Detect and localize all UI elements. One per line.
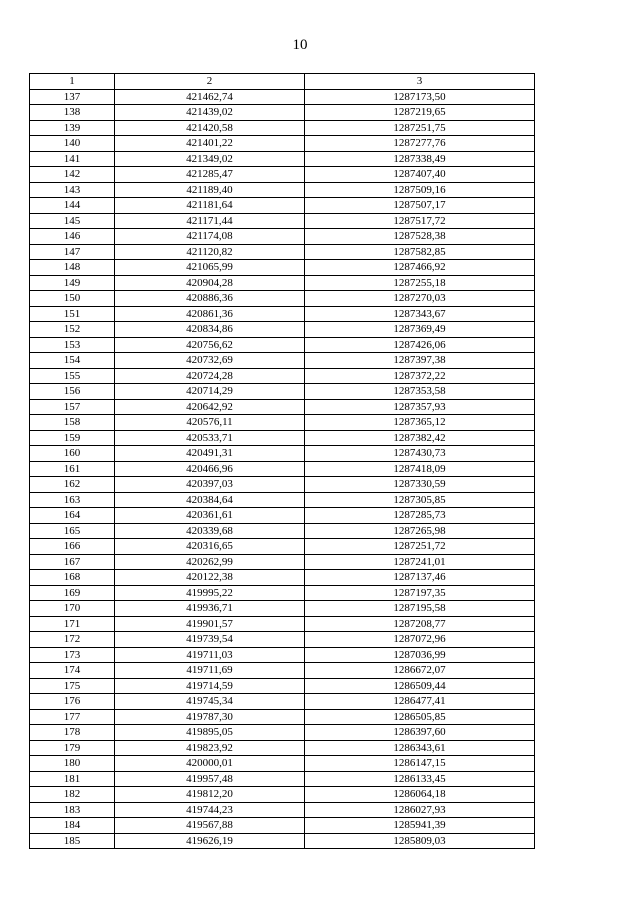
table-row <box>30 461 535 477</box>
table-row <box>30 120 535 136</box>
point-number-cell: 179 <box>30 740 115 756</box>
point-number-cell: 174 <box>30 663 115 679</box>
table-row <box>30 136 535 152</box>
y-coordinate-cell: 1287357,93 <box>305 399 535 415</box>
y-coordinate-cell: 1287072,96 <box>305 632 535 648</box>
x-coordinate-cell: 419995,22 <box>115 585 305 601</box>
x-coordinate-cell: 420576,11 <box>115 415 305 431</box>
point-number-cell: 167 <box>30 554 115 570</box>
table-body <box>30 89 535 849</box>
table-row <box>30 802 535 818</box>
y-coordinate-cell: 1287365,12 <box>305 415 535 431</box>
table-row <box>30 523 535 539</box>
point-number-cell: 154 <box>30 353 115 369</box>
column-header-x: 2 <box>115 74 305 90</box>
y-coordinate-cell: 1287270,03 <box>305 291 535 307</box>
table-row <box>30 446 535 462</box>
point-number-cell: 168 <box>30 570 115 586</box>
x-coordinate-cell: 419567,88 <box>115 818 305 834</box>
x-coordinate-cell: 420397,03 <box>115 477 305 493</box>
point-number-cell: 176 <box>30 694 115 710</box>
table-row <box>30 570 535 586</box>
point-number-cell: 150 <box>30 291 115 307</box>
point-number-cell: 159 <box>30 430 115 446</box>
table-row <box>30 601 535 617</box>
table-row <box>30 384 535 400</box>
table-row <box>30 616 535 632</box>
x-coordinate-cell: 421401,22 <box>115 136 305 152</box>
y-coordinate-cell: 1287251,72 <box>305 539 535 555</box>
point-number-cell: 171 <box>30 616 115 632</box>
point-number-cell: 170 <box>30 601 115 617</box>
y-coordinate-cell: 1287173,50 <box>305 89 535 105</box>
table-row <box>30 337 535 353</box>
table-row <box>30 244 535 260</box>
point-number-cell: 160 <box>30 446 115 462</box>
y-coordinate-cell: 1285809,03 <box>305 833 535 849</box>
y-coordinate-cell: 1287036,99 <box>305 647 535 663</box>
table-row <box>30 229 535 245</box>
x-coordinate-cell: 420339,68 <box>115 523 305 539</box>
table-row <box>30 430 535 446</box>
point-number-cell: 153 <box>30 337 115 353</box>
point-number-cell: 166 <box>30 539 115 555</box>
table-row <box>30 182 535 198</box>
table-row <box>30 415 535 431</box>
y-coordinate-cell: 1287407,40 <box>305 167 535 183</box>
point-number-cell: 141 <box>30 151 115 167</box>
y-coordinate-cell: 1287430,73 <box>305 446 535 462</box>
table-row <box>30 678 535 694</box>
y-coordinate-cell: 1286505,85 <box>305 709 535 725</box>
y-coordinate-cell: 1285941,39 <box>305 818 535 834</box>
y-coordinate-cell: 1287265,98 <box>305 523 535 539</box>
table-row <box>30 306 535 322</box>
point-number-cell: 146 <box>30 229 115 245</box>
y-coordinate-cell: 1287509,16 <box>305 182 535 198</box>
y-coordinate-cell: 1287241,01 <box>305 554 535 570</box>
table-row <box>30 632 535 648</box>
y-coordinate-cell: 1286397,60 <box>305 725 535 741</box>
y-coordinate-cell: 1287343,67 <box>305 306 535 322</box>
x-coordinate-cell: 419739,54 <box>115 632 305 648</box>
x-coordinate-cell: 421439,02 <box>115 105 305 121</box>
point-number-cell: 173 <box>30 647 115 663</box>
y-coordinate-cell: 1287582,85 <box>305 244 535 260</box>
y-coordinate-cell: 1287418,09 <box>305 461 535 477</box>
x-coordinate-cell: 421171,44 <box>115 213 305 229</box>
point-number-cell: 151 <box>30 306 115 322</box>
y-coordinate-cell: 1287197,35 <box>305 585 535 601</box>
y-coordinate-cell: 1287517,72 <box>305 213 535 229</box>
x-coordinate-cell: 419711,03 <box>115 647 305 663</box>
point-number-cell: 162 <box>30 477 115 493</box>
x-coordinate-cell: 419714,59 <box>115 678 305 694</box>
table-row <box>30 585 535 601</box>
point-number-cell: 177 <box>30 709 115 725</box>
x-coordinate-cell: 420732,69 <box>115 353 305 369</box>
x-coordinate-cell: 420756,62 <box>115 337 305 353</box>
table-row <box>30 105 535 121</box>
table-row <box>30 275 535 291</box>
table-row <box>30 213 535 229</box>
y-coordinate-cell: 1287426,06 <box>305 337 535 353</box>
x-coordinate-cell: 419823,92 <box>115 740 305 756</box>
x-coordinate-cell: 421189,40 <box>115 182 305 198</box>
y-coordinate-cell: 1287277,76 <box>305 136 535 152</box>
column-header-point-number: 1 <box>30 74 115 90</box>
table-row <box>30 508 535 524</box>
x-coordinate-cell: 420642,92 <box>115 399 305 415</box>
point-number-cell: 175 <box>30 678 115 694</box>
table-row <box>30 787 535 803</box>
x-coordinate-cell: 420491,31 <box>115 446 305 462</box>
page-number: 10 <box>292 37 308 53</box>
table-row <box>30 539 535 555</box>
table-row <box>30 554 535 570</box>
y-coordinate-cell: 1287330,59 <box>305 477 535 493</box>
x-coordinate-cell: 419711,69 <box>115 663 305 679</box>
y-coordinate-cell: 1287195,58 <box>305 601 535 617</box>
x-coordinate-cell: 419901,57 <box>115 616 305 632</box>
y-coordinate-cell: 1286064,18 <box>305 787 535 803</box>
y-coordinate-cell: 1287305,85 <box>305 492 535 508</box>
x-coordinate-cell: 420122,38 <box>115 570 305 586</box>
x-coordinate-cell: 419812,20 <box>115 787 305 803</box>
x-coordinate-cell: 420262,99 <box>115 554 305 570</box>
point-number-cell: 140 <box>30 136 115 152</box>
y-coordinate-cell: 1287208,77 <box>305 616 535 632</box>
x-coordinate-cell: 420361,61 <box>115 508 305 524</box>
point-number-cell: 182 <box>30 787 115 803</box>
table-row <box>30 709 535 725</box>
x-coordinate-cell: 420861,36 <box>115 306 305 322</box>
point-number-cell: 147 <box>30 244 115 260</box>
x-coordinate-cell: 420886,36 <box>115 291 305 307</box>
y-coordinate-cell: 1287255,18 <box>305 275 535 291</box>
y-coordinate-cell: 1286027,93 <box>305 802 535 818</box>
x-coordinate-cell: 421181,64 <box>115 198 305 214</box>
table-row <box>30 399 535 415</box>
y-coordinate-cell: 1287285,73 <box>305 508 535 524</box>
x-coordinate-cell: 421174,08 <box>115 229 305 245</box>
point-number-cell: 172 <box>30 632 115 648</box>
point-number-cell: 158 <box>30 415 115 431</box>
x-coordinate-cell: 420466,96 <box>115 461 305 477</box>
point-number-cell: 142 <box>30 167 115 183</box>
y-coordinate-cell: 1287397,38 <box>305 353 535 369</box>
y-coordinate-cell: 1286477,41 <box>305 694 535 710</box>
table-row <box>30 694 535 710</box>
point-number-cell: 155 <box>30 368 115 384</box>
point-number-cell: 161 <box>30 461 115 477</box>
y-coordinate-cell: 1287507,17 <box>305 198 535 214</box>
y-coordinate-cell: 1287382,42 <box>305 430 535 446</box>
coordinates-table <box>29 73 535 849</box>
x-coordinate-cell: 419787,30 <box>115 709 305 725</box>
x-coordinate-cell: 419744,23 <box>115 802 305 818</box>
y-coordinate-cell: 1286147,15 <box>305 756 535 772</box>
point-number-cell: 156 <box>30 384 115 400</box>
x-coordinate-cell: 420000,01 <box>115 756 305 772</box>
point-number-cell: 152 <box>30 322 115 338</box>
x-coordinate-cell: 419895,05 <box>115 725 305 741</box>
point-number-cell: 143 <box>30 182 115 198</box>
table-row <box>30 167 535 183</box>
x-coordinate-cell: 421285,47 <box>115 167 305 183</box>
point-number-cell: 183 <box>30 802 115 818</box>
y-coordinate-cell: 1287372,22 <box>305 368 535 384</box>
point-number-cell: 184 <box>30 818 115 834</box>
table-row <box>30 756 535 772</box>
y-coordinate-cell: 1286133,45 <box>305 771 535 787</box>
y-coordinate-cell: 1287369,49 <box>305 322 535 338</box>
y-coordinate-cell: 1286509,44 <box>305 678 535 694</box>
point-number-cell: 180 <box>30 756 115 772</box>
x-coordinate-cell: 421120,82 <box>115 244 305 260</box>
x-coordinate-cell: 421349,02 <box>115 151 305 167</box>
x-coordinate-cell: 421065,99 <box>115 260 305 276</box>
table-row <box>30 647 535 663</box>
point-number-cell: 144 <box>30 198 115 214</box>
x-coordinate-cell: 421462,74 <box>115 89 305 105</box>
point-number-cell: 178 <box>30 725 115 741</box>
x-coordinate-cell: 419936,71 <box>115 601 305 617</box>
table-row <box>30 291 535 307</box>
point-number-cell: 157 <box>30 399 115 415</box>
table-row <box>30 260 535 276</box>
x-coordinate-cell: 421420,58 <box>115 120 305 136</box>
y-coordinate-cell: 1287338,49 <box>305 151 535 167</box>
table-row <box>30 368 535 384</box>
x-coordinate-cell: 420834,86 <box>115 322 305 338</box>
table-header-row <box>30 74 535 90</box>
point-number-cell: 169 <box>30 585 115 601</box>
y-coordinate-cell: 1287466,92 <box>305 260 535 276</box>
x-coordinate-cell: 420533,71 <box>115 430 305 446</box>
table-row <box>30 322 535 338</box>
table-row <box>30 151 535 167</box>
table-row <box>30 89 535 105</box>
y-coordinate-cell: 1287353,58 <box>305 384 535 400</box>
x-coordinate-cell: 419957,48 <box>115 771 305 787</box>
point-number-cell: 137 <box>30 89 115 105</box>
table-row <box>30 818 535 834</box>
point-number-cell: 148 <box>30 260 115 276</box>
y-coordinate-cell: 1287219,65 <box>305 105 535 121</box>
column-header-y: 3 <box>305 74 535 90</box>
point-number-cell: 145 <box>30 213 115 229</box>
x-coordinate-cell: 419745,34 <box>115 694 305 710</box>
point-number-cell: 164 <box>30 508 115 524</box>
point-number-cell: 139 <box>30 120 115 136</box>
table-row <box>30 663 535 679</box>
y-coordinate-cell: 1286672,07 <box>305 663 535 679</box>
y-coordinate-cell: 1286343,61 <box>305 740 535 756</box>
x-coordinate-cell: 420384,64 <box>115 492 305 508</box>
table-row <box>30 740 535 756</box>
y-coordinate-cell: 1287528,38 <box>305 229 535 245</box>
point-number-cell: 165 <box>30 523 115 539</box>
table-row <box>30 198 535 214</box>
x-coordinate-cell: 420714,29 <box>115 384 305 400</box>
point-number-cell: 163 <box>30 492 115 508</box>
point-number-cell: 185 <box>30 833 115 849</box>
table-row <box>30 771 535 787</box>
table-row <box>30 725 535 741</box>
point-number-cell: 138 <box>30 105 115 121</box>
x-coordinate-cell: 420724,28 <box>115 368 305 384</box>
x-coordinate-cell: 420316,65 <box>115 539 305 555</box>
y-coordinate-cell: 1287137,46 <box>305 570 535 586</box>
x-coordinate-cell: 419626,19 <box>115 833 305 849</box>
x-coordinate-cell: 420904,28 <box>115 275 305 291</box>
table-row <box>30 492 535 508</box>
y-coordinate-cell: 1287251,75 <box>305 120 535 136</box>
table-row <box>30 477 535 493</box>
point-number-cell: 181 <box>30 771 115 787</box>
table-row <box>30 353 535 369</box>
point-number-cell: 149 <box>30 275 115 291</box>
table-row <box>30 833 535 849</box>
